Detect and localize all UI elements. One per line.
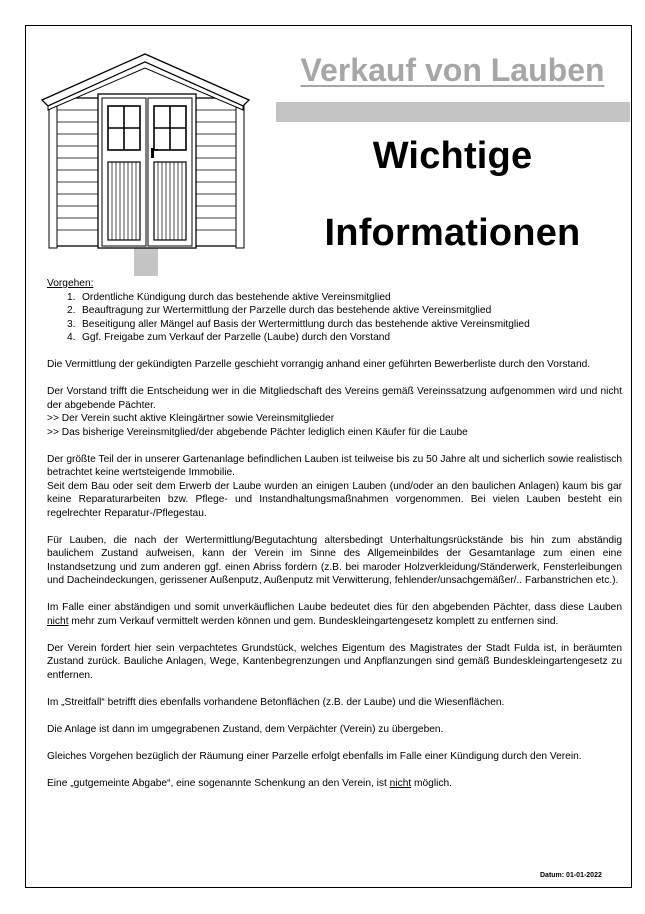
heading-wichtige: Wichtige xyxy=(372,135,533,177)
bullet-verein-sucht: >> Der Verein sucht aktive Kleingärtner sowie Vereinsmitglieder xyxy=(47,413,335,424)
paragraph-alter: Der größte Teil der in unserer Gartenanlage befindlichen Lauben ist teilweise bis zu 50 Jahre alt und sicherlich sowie realistisch betrachtet keine wertsteigende Immobilie. xyxy=(47,453,622,478)
document-date: Datum: 01-01-2022 xyxy=(540,872,602,879)
paragraph-vermittlung: Die Vermittlung der gekündigten Parzelle geschieht vorrangig anhand einer geführten Bewerberliste durch den Vorstand. xyxy=(47,359,591,370)
step-item: 1. Ordentliche Kündigung durch das bestehende aktive Vereinsmitglied xyxy=(67,291,391,303)
paragraph-wertermittlung: Für Lauben, die nach der Wertermittlung/Begutachtung altersbedingt Unterhaltungsrückstände bis hin zum abständig baulichem Zustand aufweisen, kann der Verein im Sinne des Allgemeinbildes der Gesamtanlage zum einen eine Instandsetzung und zum anderen ggf. einen Abriss fordern (z.B. bei maroder Holzverkleidung/Ständerwerk, Fensterleibungen und Dacheindeckungen, gerissener Außenputz, Außenputz mit Verwitterung, fehlender/unsachgemäßer/.. Farbanstrichen etc.). xyxy=(47,534,622,586)
paragraph-reparatur: Seit dem Bau oder seit dem Erwerb der Laube wurden an einigen Lauben (und/oder an den baulichen Anlagen) kaum bis gar keine Reparaturarbeiten bzw. Pflege- und Instandhaltungsmaßnahmen vorgenommen. Bei vielen Lauben besteht ein regelrechter Reparatur-/Pflegestau. xyxy=(47,480,622,519)
vorgehen-label: Vorgehen: xyxy=(47,278,94,289)
paragraph-abstaendig: Im Falle einer abständigen und somit unverkäuflichen Laube bedeutet dies für den abgebenden Pächter, dass diese Lauben nicht mehr zum Verkauf vermittelt werden können und gem. Bundeskleingartengesetz komplett zu entfernen sind. xyxy=(47,602,622,627)
document-body xyxy=(47,277,622,804)
paragraph-grundstueck: Der Verein fordert hier sein verpachtetes Grundstück, welches Eigentum des Magistrates der Stadt Fulda ist, in beräumten Zustand zurück. Bauliche Anlagen, Wege, Kantenbegrenzungen und Anpflanzungen sind gemäß Bundeskleingartengesetz zu entfernen. xyxy=(47,642,622,681)
title-divider-bar xyxy=(276,102,630,122)
vorgehen-steps xyxy=(47,291,622,345)
paragraph-streitfall: Im „Streitfall“ betrifft dies ebenfalls vorhandene Betonflächen (z.B. der Laube) und die Wiesenflächen. xyxy=(47,696,505,708)
paragraph-abgabe: Eine „gutgemeinte Abgabe“, eine sogenannte Schenkung an den Verein, ist nicht möglich. xyxy=(47,777,452,789)
document-title: Verkauf von Lauben xyxy=(300,52,605,88)
paragraph-vorstand: Der Vorstand trifft die Entscheidung wer in die Mitgliedschaft des Vereins gemäß Vereinssatzung aufgenommen wird und nicht der abgebende Pächter. xyxy=(47,386,622,411)
heading-informationen: Informationen xyxy=(324,212,581,254)
step-item: 4. Ggf. Freigabe zum Verkauf der Parzelle (Laube) durch den Vorstand xyxy=(67,332,391,343)
garden-shed-illustration xyxy=(38,50,253,278)
bullet-kaeufer: >> Das bisherige Vereinsmitglied/der abgebende Pächter lediglich einen Käufer für die Laube xyxy=(47,426,468,438)
paragraph-gleiches: Gleiches Vorgehen bezüglich der Räumung einer Parzelle erfolgt ebenfalls im Falle einer Kündigung durch den Verein. xyxy=(47,750,582,762)
paragraph-anlage: Die Anlage ist dann im umgegrabenen Zustand, dem Verpächter (Verein) zu übergeben. xyxy=(47,723,444,735)
step-item: 3. Beseitigung aller Mängel auf Basis der Wertermittlung durch das bestehende aktive Vereinsmitglied xyxy=(67,318,530,330)
step-item: 2. Beauftragung zur Wertermittlung der Parzelle durch das bestehende aktive Vereinsmitglied xyxy=(67,305,492,316)
